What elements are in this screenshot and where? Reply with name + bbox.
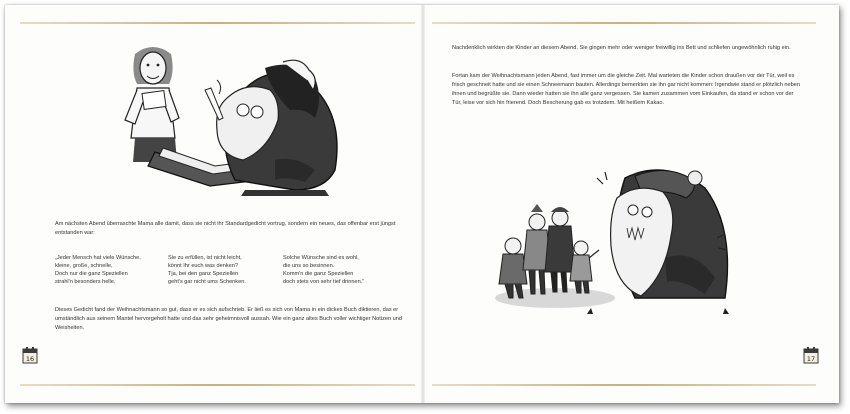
- santa-frozen-figure: [587, 170, 729, 314]
- calendar-day-icon-right: [803, 346, 819, 364]
- poem-column-2: [168, 254, 278, 286]
- illustration-children-and-freezing-santa: [495, 168, 745, 328]
- book-gutter: [421, 5, 425, 403]
- poem-line: Komm'n die ganz Speziellen: [283, 271, 354, 277]
- poem-line: die uns so besinnen.: [283, 263, 335, 269]
- poem-line: Doch nur die ganz Speziellen: [55, 271, 128, 277]
- left-top-rule: [20, 22, 415, 24]
- right-paragraph-2: Fortan kam der Weihnachtsmann jeden Abend, fast immer um die gleiche Zeit. Mal warteten die Kinder schon draußen vor der Tür, weil es frisch geschneit hatte und sie einen Schneemann bauten. Allerdings bemerkten sie ihn gar nicht kommen: Irgendwie stand er plötzlich neben ihnen und begrüßte sie. Dann wieder hatten sie ihn alle ganz vergessen. Sie kamen zusammen vom Einkaufen, da stand er schon vor der Tür, leise vor sich hin frierend. Doch Bescherung gab es trotzdem. Mit heißem Kakao.: [452, 73, 800, 106]
- poem-line: „Jeder Mensch hat viele Wünsche,: [55, 255, 141, 261]
- day-number-right: 17: [806, 355, 816, 363]
- right-top-rule: [432, 22, 816, 24]
- poem-line: geht's gar nicht ums Schenken.: [168, 279, 246, 285]
- left-paragraph-2: Dieses Gedicht fand der Weihnachtsmann so gut, dass er es sich aufschrieb. Er ließ es sich von Mama in ein dickes Buch diktieren, das er umständlich aus seinem Mantel hervorgeholt hatte und das sehr geheimnisvoll aussah. Wie ein ganz altes Buch voller wichtiger Notizen und Weisheiten.: [55, 307, 403, 331]
- poem-line: Tja, bei den ganz Speziellen: [168, 271, 239, 277]
- day-number-left: 16: [25, 355, 35, 363]
- poem-line: doch stets von sehr tief drinnen.“: [283, 279, 365, 285]
- left-bottom-rule: [20, 384, 415, 386]
- poem-line: strahl'n besonders helle.: [55, 279, 116, 285]
- poem-line: könnt Ihr euch was denken?: [168, 263, 238, 269]
- poem-line: Solche Wünsche sind es wohl,: [283, 255, 359, 261]
- left-paragraph-1: Am nächsten Abend überraschte Mama alle damit, dass sie nicht ihr Standardgedicht vortrug, sondern ein neues, das offenbar erst jüngst entstanden war:: [55, 221, 396, 236]
- illustration-mama-and-santa-with-book: [115, 40, 355, 200]
- poem-column-3: [283, 254, 408, 286]
- girl-figure: [125, 47, 179, 162]
- poem-column-1: [55, 254, 165, 286]
- poem-line: Sie zu erfüllen, ist nicht leicht,: [168, 255, 242, 261]
- poem-line: kleine, große, schnelle,: [55, 263, 113, 269]
- right-bottom-rule: [432, 384, 816, 386]
- right-paragraph-1: Nachdenklich wirkten die Kinder an diesem Abend. Sie gingen mehr oder weniger freiwillig ins Bett und schliefen ungewöhnlich ruhig ein.: [452, 45, 791, 51]
- calendar-day-icon-left: [22, 346, 38, 364]
- children-group: [499, 204, 599, 298]
